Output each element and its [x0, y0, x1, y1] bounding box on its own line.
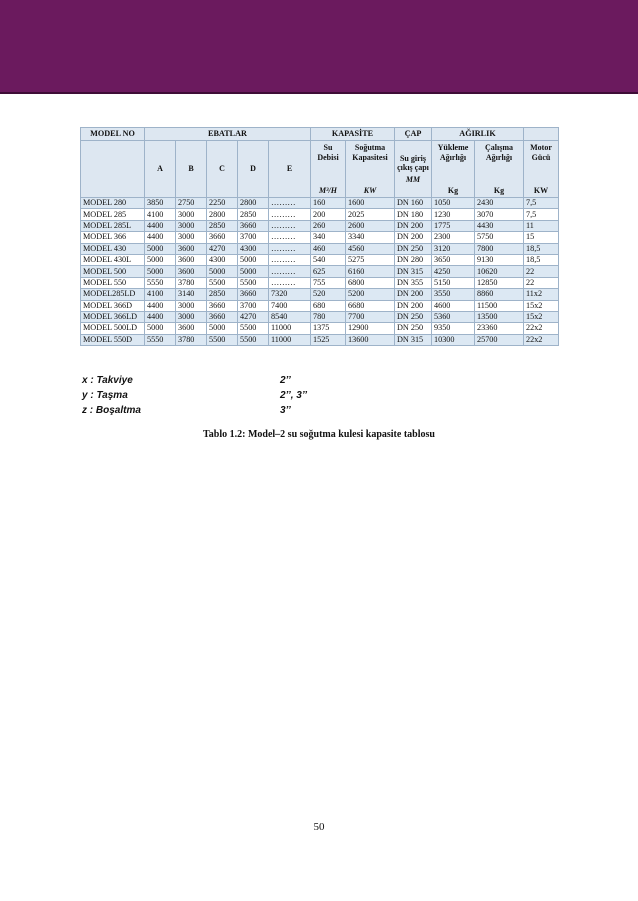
motor-unit: KW	[533, 185, 549, 195]
table-cell: ………	[269, 266, 311, 277]
table-cell: 3000	[176, 232, 207, 243]
table-cell: 8540	[269, 311, 311, 322]
motor-label: Motor Gücü	[530, 143, 552, 162]
model-cell: MODEL 430	[81, 243, 145, 254]
table-cell: 780	[311, 311, 346, 322]
table-cell: 3700	[238, 232, 269, 243]
header-d: D	[238, 141, 269, 198]
table-cell: 2430	[475, 198, 524, 209]
table-cell: 3660	[238, 220, 269, 231]
table-cell: 3600	[176, 254, 207, 265]
header-cap: ÇAP	[395, 128, 432, 141]
table-cell: 7800	[475, 243, 524, 254]
yukleme-unit: Kg	[447, 185, 459, 195]
table-row	[81, 289, 559, 300]
table-cell: 2850	[207, 289, 238, 300]
table-cell: DN 200	[395, 220, 432, 231]
table-cell: 5000	[238, 254, 269, 265]
table-cell: 3120	[432, 243, 475, 254]
table-cell: 15x2	[524, 311, 559, 322]
table-cell: 2850	[207, 220, 238, 231]
su-debisi-unit: M³/H	[319, 185, 337, 195]
table-body	[81, 198, 559, 346]
table-cell: 25700	[475, 334, 524, 345]
table-cell: 5000	[207, 266, 238, 277]
table-cell: 3660	[207, 311, 238, 322]
table-cell: ………	[269, 220, 311, 231]
table-cell: 5360	[432, 311, 475, 322]
table-cell: 11000	[269, 334, 311, 345]
table-cell: 5550	[145, 277, 176, 288]
table-cell: DN 200	[395, 232, 432, 243]
legend-label: z : Boşaltma	[82, 405, 141, 416]
table-cell: 2850	[238, 209, 269, 220]
header-sogutma-kapasitesi	[346, 141, 395, 198]
table-cell: 5000	[207, 323, 238, 334]
header-kapasite: KAPASİTE	[311, 128, 395, 141]
table-cell: 5750	[475, 232, 524, 243]
table-cell: 3660	[238, 289, 269, 300]
table-cell: 9350	[432, 323, 475, 334]
table-cell: 3650	[432, 254, 475, 265]
model-cell: MODEL 366LD	[81, 311, 145, 322]
table-cell: 5550	[145, 334, 176, 345]
header-banner-shadow	[0, 92, 638, 94]
table-cell: 3140	[176, 289, 207, 300]
table-cell: 4100	[145, 289, 176, 300]
table-cell: 3780	[176, 334, 207, 345]
table-cell: ………	[269, 243, 311, 254]
su-giris-label: Su giriş çıkış çapı	[397, 153, 429, 173]
page-number: 50	[313, 821, 325, 833]
header-b: B	[176, 141, 207, 198]
model-cell: MODEL 285	[81, 209, 145, 220]
table-cell: 5500	[207, 334, 238, 345]
table-cell: 2800	[207, 209, 238, 220]
model-cell: MODEL 285L	[81, 220, 145, 231]
table-cell: 3600	[176, 323, 207, 334]
table-cell: 1600	[346, 198, 395, 209]
table-cell: 2600	[346, 220, 395, 231]
table-cell: 6800	[346, 277, 395, 288]
table-cell: 2800	[238, 198, 269, 209]
table-cell: 4600	[432, 300, 475, 311]
table-cell: 10300	[432, 334, 475, 345]
table-cell: 11x2	[524, 289, 559, 300]
table-cell: 1525	[311, 334, 346, 345]
header-blank	[81, 141, 145, 198]
table-cell: 2025	[346, 209, 395, 220]
model-cell: MODEL 280	[81, 198, 145, 209]
table-cell: 8860	[475, 289, 524, 300]
table-cell: 7320	[269, 289, 311, 300]
legend-row-y	[82, 390, 482, 405]
header-e: E	[269, 141, 311, 198]
table-cell: 10620	[475, 266, 524, 277]
header-a: A	[145, 141, 176, 198]
legend-value: 3’’	[280, 405, 291, 416]
table-cell: 5275	[346, 254, 395, 265]
table-cell: DN 355	[395, 277, 432, 288]
table-cell: 2300	[432, 232, 475, 243]
table-cell: 3700	[238, 300, 269, 311]
table-cell: 7,5	[524, 198, 559, 209]
table-cell: 3340	[346, 232, 395, 243]
calisma-label: Çalışma Ağırlığı	[485, 143, 513, 162]
header-c: C	[207, 141, 238, 198]
table-cell: ………	[269, 198, 311, 209]
table-cell: 22	[524, 277, 559, 288]
table-cell: 3600	[176, 266, 207, 277]
table-cell: 5500	[207, 277, 238, 288]
table-cell: DN 250	[395, 323, 432, 334]
table-row	[81, 266, 559, 277]
table-cell: 5000	[145, 323, 176, 334]
table-cell: 1050	[432, 198, 475, 209]
table-cell: 680	[311, 300, 346, 311]
table-cell: 3660	[207, 300, 238, 311]
legend-label: x : Takviye	[82, 375, 133, 386]
calisma-unit: Kg	[493, 185, 505, 195]
table-cell: 5000	[145, 254, 176, 265]
header-banner	[0, 0, 638, 93]
table-cell: 15x2	[524, 300, 559, 311]
table-cell: 4270	[238, 311, 269, 322]
table-header-row-subs	[81, 141, 559, 198]
table-cell: 5000	[238, 266, 269, 277]
table-cell: 460	[311, 243, 346, 254]
table-cell: 2250	[207, 198, 238, 209]
table-cell: 3550	[432, 289, 475, 300]
table-row	[81, 334, 559, 345]
table-row	[81, 254, 559, 265]
model-cell: MODEL 550	[81, 277, 145, 288]
table-cell: 3660	[207, 232, 238, 243]
table-cell: 22x2	[524, 323, 559, 334]
table-cell: 5150	[432, 277, 475, 288]
table-cell: 6680	[346, 300, 395, 311]
table-cell: 755	[311, 277, 346, 288]
table-cell: 5000	[145, 243, 176, 254]
header-model-no: MODEL NO	[81, 128, 145, 141]
table-cell: 6160	[346, 266, 395, 277]
table-row	[81, 232, 559, 243]
table-cell: 4400	[145, 311, 176, 322]
table-row	[81, 277, 559, 288]
table-cell: 18,5	[524, 243, 559, 254]
table-cell: 11	[524, 220, 559, 231]
table-row	[81, 243, 559, 254]
table-row	[81, 220, 559, 231]
table-row	[81, 311, 559, 322]
table-header-row-groups	[81, 128, 559, 141]
table-cell: 520	[311, 289, 346, 300]
table-cell: 7,5	[524, 209, 559, 220]
yukleme-label: Yükleme Ağırlığı	[437, 143, 469, 162]
legend-row-z	[82, 405, 482, 420]
table-cell: 1375	[311, 323, 346, 334]
table-cell: 3000	[176, 300, 207, 311]
table-row	[81, 323, 559, 334]
header-ebatlar: EBATLAR	[145, 128, 311, 141]
table-cell: 2750	[176, 198, 207, 209]
table-cell: 3780	[176, 277, 207, 288]
header-yukleme	[432, 141, 475, 198]
table-cell: 200	[311, 209, 346, 220]
table-cell: DN 315	[395, 266, 432, 277]
su-debisi-label: Su Debisi	[317, 143, 339, 162]
table-cell: 1775	[432, 220, 475, 231]
sogutma-label: Soğutma Kapasitesi	[352, 143, 388, 162]
table-cell: 5200	[346, 289, 395, 300]
table-cell: 4300	[207, 254, 238, 265]
table-cell: 4560	[346, 243, 395, 254]
table-cell: 4300	[238, 243, 269, 254]
su-giris-unit: MM	[405, 174, 421, 184]
table-cell: ………	[269, 277, 311, 288]
table-cell: DN 200	[395, 300, 432, 311]
table-cell: 5500	[238, 334, 269, 345]
table-cell: 3000	[176, 311, 207, 322]
table-caption: Tablo 1.2: Model–2 su soğutma kulesi kapasite tablosu	[203, 429, 435, 440]
table-cell: DN 160	[395, 198, 432, 209]
table-cell: ………	[269, 232, 311, 243]
table-cell: 4430	[475, 220, 524, 231]
table-cell: ………	[269, 209, 311, 220]
table-cell: 22	[524, 266, 559, 277]
table-cell: DN 250	[395, 311, 432, 322]
table-cell: 13500	[475, 311, 524, 322]
table-cell: 22x2	[524, 334, 559, 345]
table-cell: 1230	[432, 209, 475, 220]
table-cell: 12850	[475, 277, 524, 288]
table-cell: 3600	[176, 243, 207, 254]
table-cell: DN 280	[395, 254, 432, 265]
table-cell: 23360	[475, 323, 524, 334]
model-cell: MODEL 366	[81, 232, 145, 243]
table-cell: 5500	[238, 277, 269, 288]
table-row	[81, 198, 559, 209]
table-cell: 7400	[269, 300, 311, 311]
table-cell: 11000	[269, 323, 311, 334]
table-cell: 4100	[145, 209, 176, 220]
model-cell: MODEL 430L	[81, 254, 145, 265]
model-cell: MODEL 366D	[81, 300, 145, 311]
table-cell: 12900	[346, 323, 395, 334]
model-cell: MODEL 550D	[81, 334, 145, 345]
capacity-table	[80, 127, 559, 346]
table-cell: 3070	[475, 209, 524, 220]
legend	[82, 375, 482, 420]
table-cell: 5000	[145, 266, 176, 277]
table-cell: 7700	[346, 311, 395, 322]
table-cell: 4400	[145, 232, 176, 243]
model-cell: MODEL285LD	[81, 289, 145, 300]
table-cell: 18,5	[524, 254, 559, 265]
header-calisma	[475, 141, 524, 198]
header-motor	[524, 141, 559, 198]
table-cell: DN 250	[395, 243, 432, 254]
table-cell: 3000	[176, 209, 207, 220]
table-cell: 5500	[238, 323, 269, 334]
table-cell: 9130	[475, 254, 524, 265]
model-cell: MODEL 500	[81, 266, 145, 277]
table-cell: 11500	[475, 300, 524, 311]
legend-value: 2’’, 3’’	[280, 390, 308, 401]
table-cell: DN 180	[395, 209, 432, 220]
table-cell: 340	[311, 232, 346, 243]
header-empty	[524, 128, 559, 141]
table-cell: 625	[311, 266, 346, 277]
legend-label: y : Taşma	[82, 390, 128, 401]
table-cell: 260	[311, 220, 346, 231]
header-agirlik: AĞIRLIK	[432, 128, 524, 141]
header-su-debisi	[311, 141, 346, 198]
table-cell: DN 315	[395, 334, 432, 345]
table-cell: 4250	[432, 266, 475, 277]
table-cell: 540	[311, 254, 346, 265]
table-cell: 3000	[176, 220, 207, 231]
legend-row-x	[82, 375, 482, 390]
table-cell: 3850	[145, 198, 176, 209]
table-row	[81, 300, 559, 311]
table-cell: 4270	[207, 243, 238, 254]
table-cell: 4400	[145, 300, 176, 311]
table-cell: ………	[269, 254, 311, 265]
header-su-giris	[395, 141, 432, 198]
sogutma-unit: KW	[363, 185, 377, 195]
table-cell: 4400	[145, 220, 176, 231]
model-cell: MODEL 500LD	[81, 323, 145, 334]
table-cell: 15	[524, 232, 559, 243]
table-cell: DN 200	[395, 289, 432, 300]
table-cell: 13600	[346, 334, 395, 345]
legend-value: 2’’	[280, 375, 291, 386]
table-row	[81, 209, 559, 220]
table-cell: 160	[311, 198, 346, 209]
